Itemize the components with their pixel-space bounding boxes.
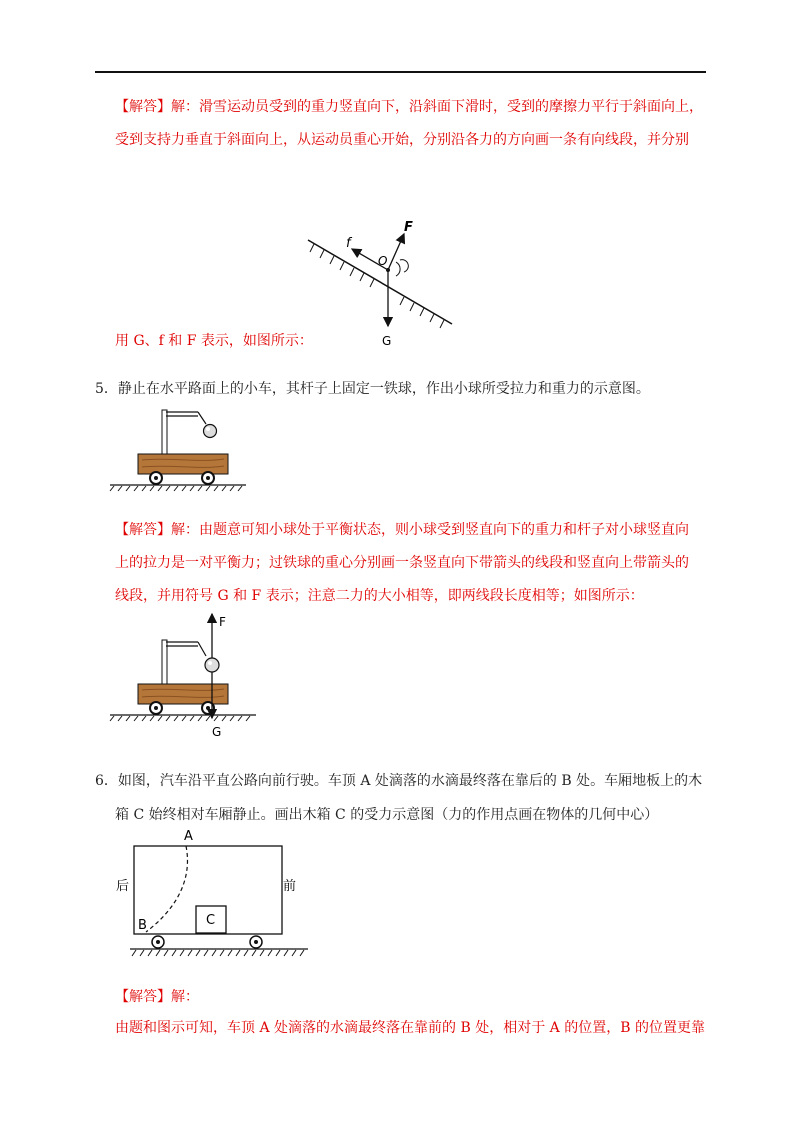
answer-tag: 【解答】 (115, 989, 171, 1005)
answer4-line3: 用 G、f 和 F 表示，如图所示： (115, 333, 313, 349)
answer5-line3: 线段，并用符号 G 和 F 表示；注意二力的大小相等，即两线段长度相等；如图所示： (115, 588, 644, 604)
label-B: B (138, 918, 147, 933)
label-F: F (219, 615, 226, 629)
question-text: 如图，汽车沿平直公路向前行驶。车顶 A 处滴落的水滴最终落在靠后的 B 处。车厢地板上的木 (117, 773, 703, 789)
question-number: 6． (95, 773, 118, 789)
label-back: 后 (116, 879, 130, 894)
support-force-arrow (388, 234, 404, 270)
question-number: 5． (95, 381, 118, 397)
answer6-line2: 由题和图示可知，车顶 A 处滴落的水滴最终落在靠前的 B 处，相对于 A 的位置，B 的位置更靠 (115, 1020, 705, 1036)
label-G: G (212, 725, 222, 739)
answer5-line2: 上的拉力是一对平衡力；过铁球的重心分别画一条竖直向下带箭头的线段和竖直向上带箭头的 (115, 555, 689, 571)
answer-tag: 【解答】 (115, 99, 171, 115)
label-f: f (346, 236, 351, 251)
cart-body (138, 454, 228, 474)
answer4-line1 (115, 98, 703, 116)
center-of-gravity-dot (386, 268, 390, 272)
answer-text: 解：由题意可知小球处于平衡状态，则小球受到竖直向下的重力和杆子对小球竖直向 (171, 522, 689, 538)
answer-text: 解： (171, 989, 199, 1005)
question-text: 静止在水平路面上的小车，其杆子上固定一铁球，作出小球所受拉力和重力的示意图。 (117, 381, 650, 397)
iron-ball (205, 658, 219, 672)
label-C: C (206, 913, 216, 928)
incline-hatching (310, 244, 444, 328)
q6-line1 (95, 772, 702, 790)
truck-diagram (112, 826, 312, 970)
label-A: A (184, 829, 193, 844)
answer4-line2: 受到支持力垂直于斜面向上，从运动员重心开始，分别沿各力的方向画一条有向线段，并分别 (115, 132, 689, 148)
header-rule (95, 71, 706, 73)
cart-force-diagram (108, 610, 258, 742)
q6-line2: 箱 C 始终相对车厢静止。画出木箱 C 的受力示意图（力的作用点画在物体的几何中心） (115, 807, 659, 823)
cart-diagram (108, 402, 248, 494)
answer5-line1 (115, 521, 689, 539)
label-G: G (382, 334, 392, 348)
answer-text: 解：滑雪运动员受到的重力竖直向下，沿斜面下滑时，受到的摩擦力平行于斜面向上， (171, 99, 703, 115)
iron-ball (204, 425, 217, 438)
incline-force-diagram (300, 212, 465, 352)
answer6-line1 (115, 988, 199, 1006)
incline-line (308, 240, 452, 324)
answer-tag: 【解答】 (115, 522, 171, 538)
label-O: O (378, 254, 388, 268)
label-front: 前 (283, 879, 297, 894)
label-F: F (404, 220, 413, 235)
right-angle-arc (396, 262, 400, 276)
q5-line (95, 380, 650, 398)
